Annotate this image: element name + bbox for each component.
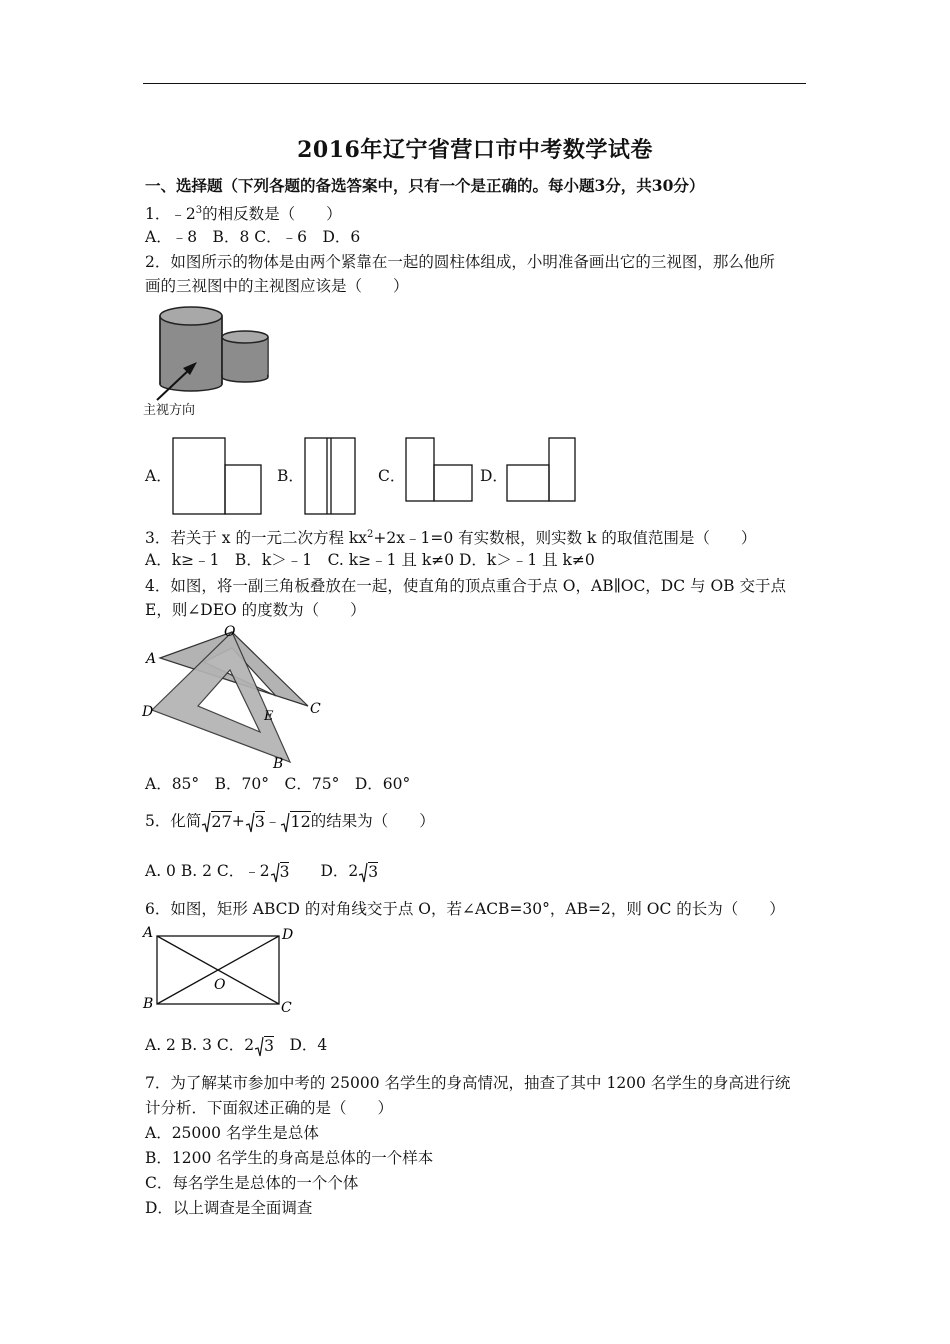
q5-options-ab: A. 0 B. 2 C．﹣2 <box>145 862 270 880</box>
q7-option-a: A．25000 名学生是总体 <box>145 1124 319 1142</box>
rect-b-label: B <box>143 996 154 1012</box>
q7-line2: 计分析．下面叙述正确的是（ ） <box>145 1099 394 1117</box>
q1-options: A．﹣8 B．8 C．﹣6 D．6 <box>145 228 361 246</box>
question-1 <box>145 200 342 225</box>
sqrt-3: 3 <box>245 811 265 834</box>
question-3 <box>145 524 756 549</box>
sqrt-27: 27 <box>201 811 231 834</box>
q5-plus: + <box>231 812 245 830</box>
q6-stem: 6．如图，矩形 ABCD 的对角线交于点 O，若∠ACB=30°，AB=2，则 OC 的长为（ ） <box>145 900 785 918</box>
q6-option-d: D．4 <box>289 1036 328 1054</box>
q5-option-d-sqrt: 3 <box>358 861 378 884</box>
point-e-label: E <box>264 709 274 724</box>
q1-stem-post: 的相反数是（ ） <box>202 205 342 224</box>
q2-option-a-figure <box>171 436 263 516</box>
q3-options: A．k≥﹣1 B．k＞﹣1 C. k≥﹣1 且 k≠0 D．k＞﹣1 且 k≠0 <box>145 551 595 569</box>
point-c-label: C <box>310 701 321 717</box>
point-d-label: D <box>142 704 154 720</box>
q2-option-d-label: D． <box>480 467 508 485</box>
q2-option-a-label: A． <box>145 467 172 485</box>
q2-option-c-figure <box>404 436 476 504</box>
section-heading: 一、选择题（下列各题的备选答案中，只有一个是正确的。每小题3分，共30分） <box>145 176 705 195</box>
q4-line2: E，则∠DEO 的度数为（ ） <box>145 601 366 619</box>
sqrt-12: 12 <box>280 811 310 834</box>
rectangle-figure <box>140 922 300 1020</box>
q2-option-b-label: B． <box>277 467 304 485</box>
q5-stem-post: 的结果为（ ） <box>310 812 435 830</box>
q3-stem-pre: 3．若关于 x 的一元二次方程 kx <box>145 529 368 548</box>
q5-option-d: D．2 <box>320 862 359 880</box>
q7-option-b: B．1200 名学生的身高是总体的一个样本 <box>145 1149 434 1167</box>
q3-exponent: 2 <box>367 529 374 540</box>
q4-options: A．85° B．70° C．75° D．60° <box>145 775 411 793</box>
rect-o-label: O <box>214 977 226 993</box>
q5-minus: ﹣ <box>264 812 281 830</box>
view-direction-label: 主视方向 <box>143 403 196 418</box>
q2-option-b-figure <box>303 436 359 516</box>
q2-line1: 2．如图所示的物体是由两个紧靠在一起的圆柱体组成，小明准备画出它的三视图，那么他所 <box>145 253 775 271</box>
q5-options <box>145 860 378 884</box>
q2-line2: 画的三视图中的主视图应该是（ ） <box>145 277 409 295</box>
question-5 <box>145 810 435 834</box>
q5-stem-pre: 5．化简 <box>145 812 202 830</box>
q7-line1: 7．为了解某市参加中考的 25000 名学生的身高情况，抽查了其中 1200 名学生的身高进行统 <box>145 1074 791 1092</box>
q7-option-c: C．每名学生是总体的一个个体 <box>145 1174 359 1192</box>
q6-options <box>145 1034 327 1058</box>
rect-d-label: D <box>282 927 294 943</box>
q1-exponent: 3 <box>195 205 203 216</box>
page-title: 2016年辽宁省营口市中考数学试卷 <box>297 137 653 163</box>
point-a-label: A <box>146 651 157 667</box>
q4-line1: 4．如图，将一副三角板叠放在一起，使直角的顶点重合于点 O，AB∥OC，DC 与 OB 交于点 <box>145 577 786 595</box>
rect-c-label: C <box>281 1000 292 1016</box>
point-o-label: O <box>224 624 236 640</box>
point-b-label: B <box>273 756 284 770</box>
q7-option-d: D．以上调查是全面调查 <box>145 1199 313 1217</box>
q3-stem-post: +2x﹣1=0 有实数根，则实数 k 的取值范围是（ ） <box>373 529 757 548</box>
rect-a-label: A <box>143 925 154 941</box>
q5-option-c-sqrt: 3 <box>270 861 290 884</box>
q6-options-pre: A. 2 B. 3 C．2 <box>145 1036 255 1054</box>
q2-option-d-figure <box>505 436 577 504</box>
triangles-figure <box>140 620 325 770</box>
q1-stem-pre: 1．﹣2 <box>145 205 196 224</box>
q6-option-c-sqrt: 3 <box>254 1035 274 1058</box>
header-rule <box>143 83 806 84</box>
q2-option-c-label: C． <box>378 467 406 485</box>
